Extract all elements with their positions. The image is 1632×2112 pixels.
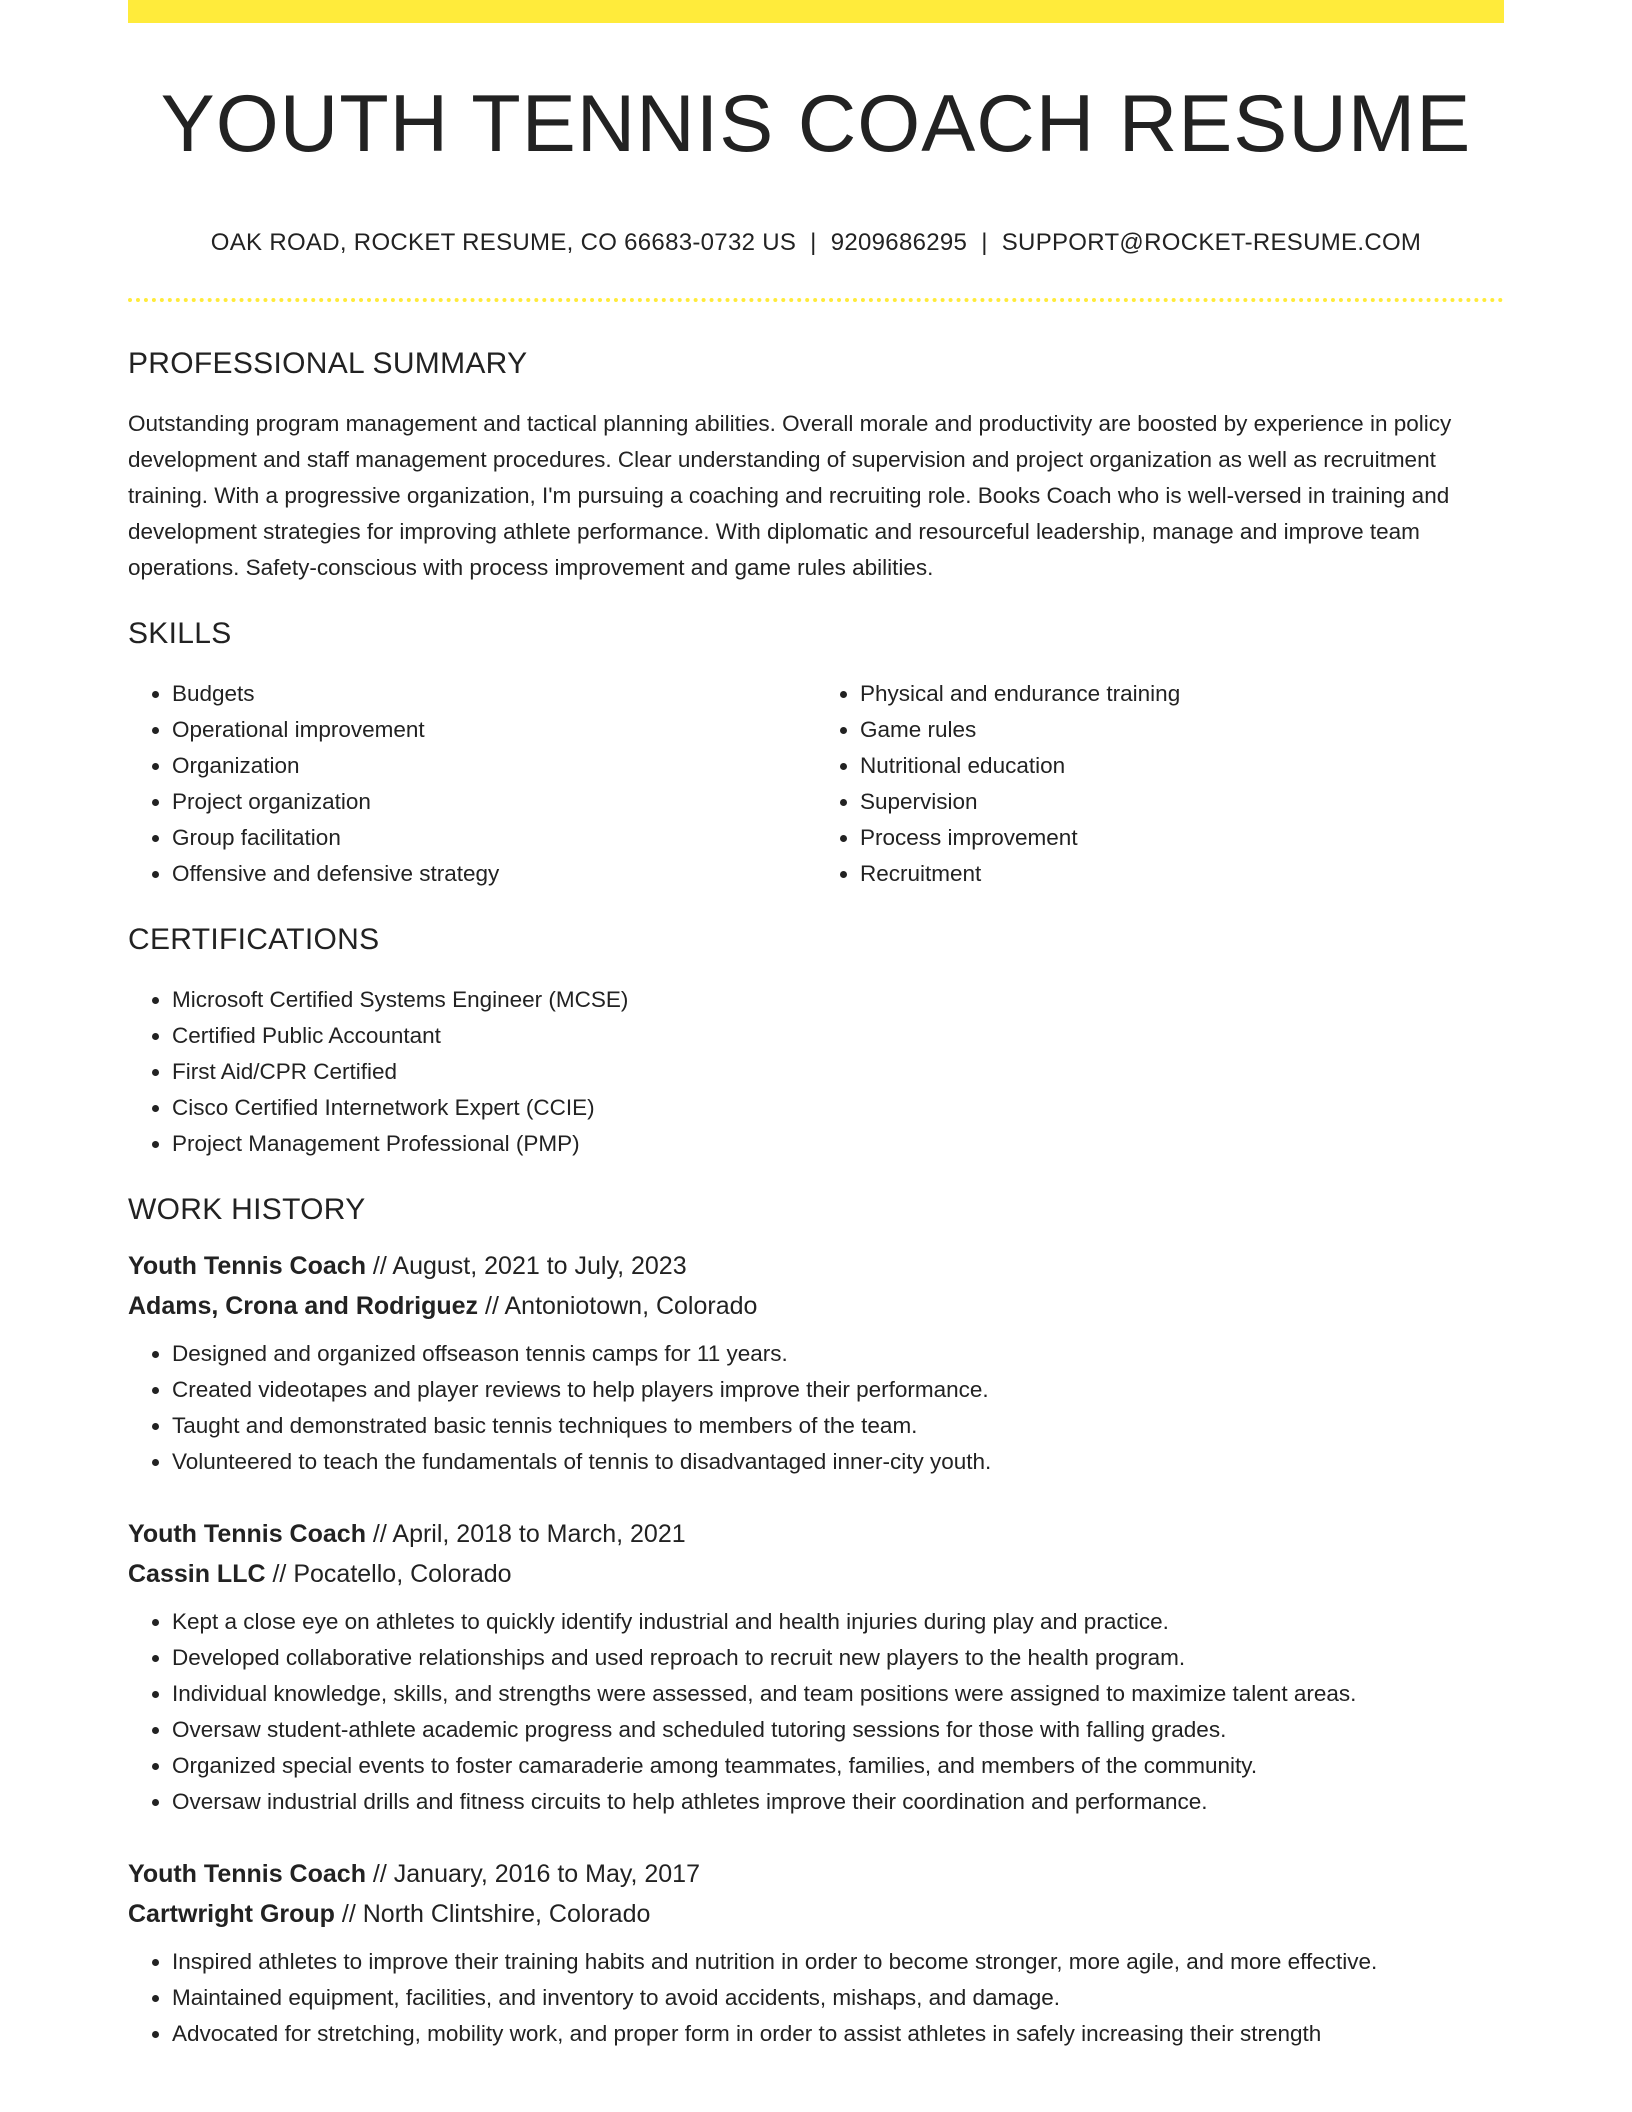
list-item: • Designed and organized offseason tennis camps for 11 years. [172,1336,1504,1372]
skills-list-right [816,676,1504,892]
list-item: • Inspired athletes to improve their training habits and nutrition in order to become stronger, more agile, and more effective. [172,1944,1504,1980]
work-history-section [128,1192,1504,2052]
job-entry [128,1854,1504,2052]
certifications-list [128,982,1504,1162]
job-company-line [128,1894,1504,1934]
contact-address: OAK ROAD, ROCKET RESUME, CO 66683-0732 US [210,229,797,257]
skills-heading: SKILLS [128,616,232,650]
job-company-line [128,1554,1504,1594]
contact-separator: | [981,229,988,257]
skills-list-left [128,676,816,892]
skills-column-right [816,676,1504,892]
jobs-list [128,1246,1504,2052]
list-item: • First Aid/CPR Certified [172,1054,1504,1090]
certifications-heading: CERTIFICATIONS [128,922,380,956]
list-item: • Taught and demonstrated basic tennis techniques to members of the team. [172,1408,1504,1444]
list-item: • Volunteered to teach the fundamentals of tennis to disadvantaged inner-city youth. [172,1444,1504,1480]
contact-line [128,229,1504,258]
list-item: • Maintained equipment, facilities, and inventory to avoid accidents, mishaps, and damage. [172,1980,1504,2016]
work-history-heading: WORK HISTORY [128,1192,366,1226]
job-separator: // [372,1251,387,1280]
job-company: Cartwright Group [128,1899,335,1928]
job-separator: // [272,1559,287,1588]
list-item: • Offensive and defensive strategy [172,856,816,892]
accent-top-bar [128,0,1504,23]
job-company: Cassin LLC [128,1559,266,1588]
list-item: • Operational improvement [172,712,816,748]
job-bullets [128,1944,1504,2052]
summary-text: Outstanding program management and tactical planning abilities. Overall morale and productivity are boosted by experience in policy development and staff management procedures. Clear understanding of supervision and project organization as well as recruitment training. With a progressive organization, I'm pursuing a coaching and recruiting role. Books Coach who is well-versed in training and development strategies for improving athlete performance. With diplomatic and resourceful leadership, manage and improve team operations. Safety-conscious with process improvement and game rules abilities. [128,410,1452,580]
job-location: Antoniotown, Colorado [504,1291,758,1320]
job-company-line [128,1286,1504,1326]
list-item: • Organized special events to foster camaraderie among teammates, families, and members of the community. [172,1748,1504,1784]
contact-email: SUPPORT@ROCKET-RESUME.COM [1001,229,1422,257]
resume-page [128,0,1504,2086]
job-title: Youth Tennis Coach [128,1859,366,1888]
list-item: • Organization [172,748,816,784]
job-location: North Clintshire, Colorado [362,1899,651,1928]
list-item: • Individual knowledge, skills, and strengths were assessed, and team positions were assigned to maximize talent areas. [172,1676,1504,1712]
list-item: • Project Management Professional (PMP) [172,1126,1504,1162]
list-item: • Oversaw industrial drills and fitness circuits to help athletes improve their coordination and performance. [172,1784,1504,1820]
job-bullets [128,1604,1504,1820]
list-item: • Created videotapes and player reviews to help players improve their performance. [172,1372,1504,1408]
skills-grid [128,676,1504,892]
skills-column-left [128,676,816,892]
list-item: • Developed collaborative relationships and used reproach to recruit new players to the health program. [172,1640,1504,1676]
skills-section [128,616,1504,892]
job-bullets [128,1336,1504,1480]
job-dates: April, 2018 to March, 2021 [392,1519,686,1548]
job-separator: // [341,1899,356,1928]
certifications-section [128,922,1504,1162]
summary-section [128,346,1504,586]
contact-phone: 9209686295 [830,229,968,257]
job-separator: // [372,1519,387,1548]
job-company: Adams, Crona and Rodriguez [128,1291,479,1320]
job-title: Youth Tennis Coach [128,1519,366,1548]
list-item: • Kept a close eye on athletes to quickly identify industrial and health injuries during play and practice. [172,1604,1504,1640]
list-item: • Group facilitation [172,820,816,856]
job-title: Youth Tennis Coach [128,1251,366,1280]
list-item: • Nutritional education [860,748,1504,784]
job-title-line [128,1246,1504,1286]
dotted-divider [128,298,1504,302]
list-item: • Microsoft Certified Systems Engineer (MCSE) [172,982,1504,1018]
list-item: • Cisco Certified Internetwork Expert (CCIE) [172,1090,1504,1126]
contact-separator: | [810,229,817,257]
job-separator: // [485,1291,499,1320]
job-entry [128,1514,1504,1820]
list-item: • Game rules [860,712,1504,748]
list-item: • Physical and endurance training [860,676,1504,712]
list-item: • Project organization [172,784,816,820]
job-separator: // [372,1859,387,1888]
list-item: • Recruitment [860,856,1504,892]
job-location: Pocatello, Colorado [293,1559,512,1588]
resume-title: YOUTH TENNIS COACH RESUME [160,79,1472,169]
list-item: • Process improvement [860,820,1504,856]
list-item: • Budgets [172,676,816,712]
job-dates: January, 2016 to May, 2017 [393,1859,700,1888]
list-item: • Supervision [860,784,1504,820]
job-title-line [128,1514,1504,1554]
summary-heading: PROFESSIONAL SUMMARY [128,346,528,380]
job-dates: August, 2021 to July, 2023 [392,1251,687,1280]
job-entry [128,1246,1504,1480]
list-item: • Advocated for stretching, mobility work, and proper form in order to assist athletes in safely increasing their strength [172,2016,1504,2052]
list-item: • Certified Public Accountant [172,1018,1504,1054]
job-title-line [128,1854,1504,1894]
list-item: • Oversaw student-athlete academic progress and scheduled tutoring sessions for those with falling grades. [172,1712,1504,1748]
